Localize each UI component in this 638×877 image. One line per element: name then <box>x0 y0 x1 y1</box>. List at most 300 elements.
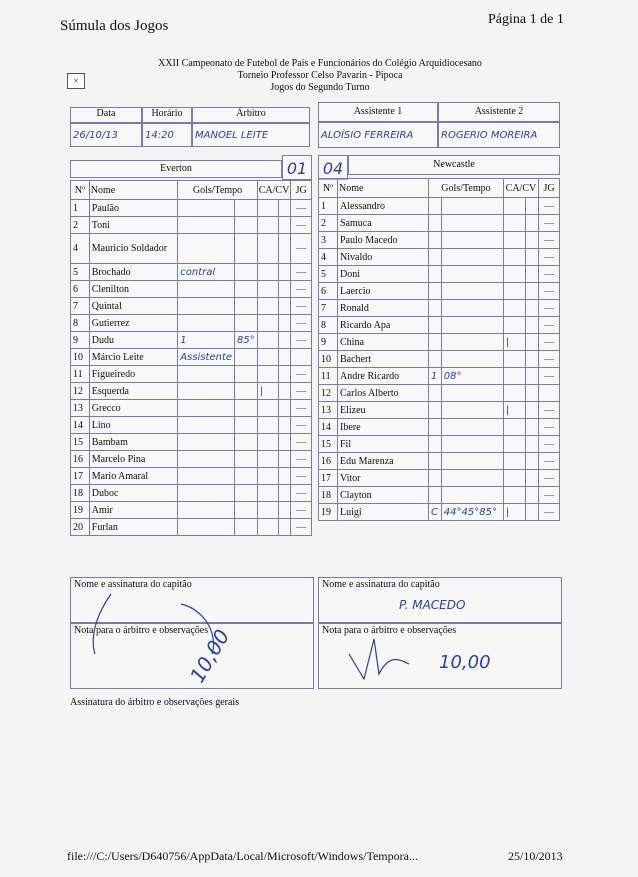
player-card-red <box>278 451 291 468</box>
player-name: Toni <box>89 217 178 234</box>
away-team-name: Newcastle <box>348 155 560 175</box>
player-number: 17 <box>71 468 90 485</box>
player-goal-time <box>235 519 258 536</box>
player-number: 9 <box>319 334 338 351</box>
col-nome: Nome <box>89 181 178 200</box>
player-row <box>319 317 560 334</box>
player-played <box>539 385 560 402</box>
player-row <box>319 334 560 351</box>
player-name: Ricardo Apa <box>338 317 429 334</box>
player-goals <box>178 468 235 485</box>
player-number: 7 <box>71 298 90 315</box>
player-card-red <box>525 436 538 453</box>
signature-scribble-icon <box>339 634 419 684</box>
player-number: 14 <box>319 419 338 436</box>
player-card <box>503 419 525 436</box>
player-card-red <box>278 417 291 434</box>
player-name: Grecco <box>89 400 178 417</box>
player-name: Paulão <box>89 200 178 217</box>
player-card <box>503 232 525 249</box>
player-number: 1 <box>71 200 90 217</box>
player-name: Ibere <box>338 419 429 436</box>
player-row <box>71 485 312 502</box>
home-team-name: Everton <box>70 160 282 178</box>
player-number: 11 <box>319 368 338 385</box>
horario-value: 14:20 <box>142 123 192 147</box>
player-played: — <box>539 402 560 419</box>
player-number: 9 <box>71 332 90 349</box>
player-goal-time <box>441 300 503 317</box>
player-goals: 1 <box>178 332 235 349</box>
col-cacv: CA/CV <box>257 181 291 200</box>
player-played: — <box>539 504 560 521</box>
player-number: 5 <box>71 264 90 281</box>
player-card-red <box>278 332 291 349</box>
player-played: — <box>539 266 560 283</box>
player-row <box>71 315 312 332</box>
player-number: 17 <box>319 470 338 487</box>
player-name: Furlan <box>89 519 178 536</box>
player-card-red <box>525 215 538 232</box>
player-goal-time <box>441 334 503 351</box>
player-name: Fil <box>338 436 429 453</box>
player-name: Gutierrez <box>89 315 178 332</box>
player-name: Elizeu <box>338 402 429 419</box>
player-card <box>257 502 278 519</box>
player-row <box>319 436 560 453</box>
player-played: — <box>291 468 312 485</box>
player-row <box>319 504 560 521</box>
player-goal-time <box>235 366 258 383</box>
player-number: 2 <box>71 217 90 234</box>
player-goal-time <box>235 298 258 315</box>
player-card <box>503 215 525 232</box>
player-goal-time <box>441 470 503 487</box>
player-card-red <box>525 334 538 351</box>
col-nome: Nome <box>338 179 429 198</box>
player-card: | <box>503 504 525 521</box>
assist1-label: Assistente 1 <box>318 102 438 122</box>
player-number: 14 <box>71 417 90 434</box>
player-played: — <box>539 232 560 249</box>
player-row <box>319 198 560 215</box>
player-number: 19 <box>71 502 90 519</box>
horario-label: Horário <box>142 107 192 123</box>
player-goals <box>178 298 235 315</box>
player-goals <box>178 366 235 383</box>
player-row <box>319 215 560 232</box>
player-row <box>319 402 560 419</box>
player-number: 2 <box>319 215 338 232</box>
player-name: Amir <box>89 502 178 519</box>
player-goals <box>178 281 235 298</box>
player-goals: Assistente <box>178 349 235 366</box>
player-number: 5 <box>319 266 338 283</box>
player-goals <box>429 266 442 283</box>
player-played: — <box>539 300 560 317</box>
player-card <box>503 385 525 402</box>
page-number: Página 1 de 1 <box>488 12 564 27</box>
player-name: Samuca <box>338 215 429 232</box>
away-note-value: 10,00 <box>439 652 491 673</box>
player-card-red <box>525 402 538 419</box>
player-goals <box>429 470 442 487</box>
player-played: — <box>291 264 312 281</box>
player-card-red <box>278 315 291 332</box>
player-goal-time: 08° <box>441 368 503 385</box>
col-n: Nº <box>319 179 338 198</box>
player-name: Márcio Leite <box>89 349 178 366</box>
player-goal-time <box>235 383 258 400</box>
player-goal-time <box>441 351 503 368</box>
championship-header <box>120 58 520 94</box>
player-name: Lino <box>89 417 178 434</box>
player-name: Ronald <box>338 300 429 317</box>
player-row <box>319 368 560 385</box>
player-card <box>503 368 525 385</box>
player-row <box>319 487 560 504</box>
player-name: Dudu <box>89 332 178 349</box>
player-name: Vitor <box>338 470 429 487</box>
player-played: — <box>539 436 560 453</box>
player-played: — <box>539 334 560 351</box>
player-card-red <box>278 264 291 281</box>
player-row <box>319 232 560 249</box>
player-card <box>257 332 278 349</box>
player-number: 4 <box>319 249 338 266</box>
player-name: Duboc <box>89 485 178 502</box>
player-number: 20 <box>71 519 90 536</box>
player-name: Figueiredo <box>89 366 178 383</box>
player-played: — <box>291 315 312 332</box>
player-row <box>71 417 312 434</box>
player-name: Andre Ricardo <box>338 368 429 385</box>
player-row <box>71 502 312 519</box>
player-number: 7 <box>319 300 338 317</box>
player-name: Mario Amaral <box>89 468 178 485</box>
player-played: — <box>539 283 560 300</box>
player-card <box>257 315 278 332</box>
player-goal-time <box>235 217 258 234</box>
player-row <box>71 366 312 383</box>
player-goal-time <box>441 232 503 249</box>
player-goals <box>178 200 235 217</box>
player-goals <box>429 198 442 215</box>
player-card <box>503 453 525 470</box>
player-goal-time <box>235 264 258 281</box>
col-gols: Gols/Tempo <box>178 181 257 200</box>
player-played: — <box>539 215 560 232</box>
player-name: Bambam <box>89 434 178 451</box>
player-card <box>257 485 278 502</box>
player-goal-time <box>235 502 258 519</box>
player-card-red <box>278 485 291 502</box>
player-name: Clayton <box>338 487 429 504</box>
player-card <box>503 266 525 283</box>
player-played: — <box>291 217 312 234</box>
away-captain-box <box>318 577 562 623</box>
player-number: 19 <box>319 504 338 521</box>
player-card-red <box>525 368 538 385</box>
away-players-table <box>318 178 560 521</box>
player-row <box>71 217 312 234</box>
player-played: — <box>539 249 560 266</box>
player-card-red <box>525 198 538 215</box>
player-goal-time <box>235 434 258 451</box>
player-row <box>71 234 312 264</box>
player-card <box>257 451 278 468</box>
col-n: Nº <box>71 181 90 200</box>
player-number: 10 <box>319 351 338 368</box>
player-row <box>319 385 560 402</box>
page-title: Súmula dos Jogos <box>60 18 169 34</box>
player-number: 3 <box>319 232 338 249</box>
player-card <box>503 436 525 453</box>
player-played: — <box>291 298 312 315</box>
player-number: 13 <box>319 402 338 419</box>
home-note-value: 10,00 <box>184 625 235 687</box>
player-card-red <box>525 487 538 504</box>
player-played: — <box>539 419 560 436</box>
arbitro-label: Árbitro <box>192 107 310 123</box>
player-card-red <box>525 351 538 368</box>
player-goal-time <box>441 436 503 453</box>
col-cacv: CA/CV <box>503 179 538 198</box>
player-goals <box>178 485 235 502</box>
player-name: Carlos Alberto <box>338 385 429 402</box>
player-card <box>503 198 525 215</box>
player-name: Laercio <box>338 283 429 300</box>
player-number: 15 <box>71 434 90 451</box>
player-row <box>71 519 312 536</box>
player-row <box>319 300 560 317</box>
player-played: — <box>291 383 312 400</box>
col-jg: JG <box>291 181 312 200</box>
data-value: 26/10/13 <box>70 123 142 147</box>
player-card <box>503 470 525 487</box>
player-goal-time <box>235 281 258 298</box>
player-goals <box>429 215 442 232</box>
player-goals <box>429 351 442 368</box>
player-goal-time <box>235 200 258 217</box>
player-number: 6 <box>319 283 338 300</box>
player-row <box>319 470 560 487</box>
home-notes-label: Nota para o árbitro e observações <box>74 625 209 636</box>
player-card-red <box>525 249 538 266</box>
player-name: Clenilton <box>89 281 178 298</box>
player-goals <box>178 400 235 417</box>
player-goal-time <box>235 315 258 332</box>
away-score: 04 <box>318 155 348 180</box>
player-goals <box>178 234 235 264</box>
player-row <box>319 266 560 283</box>
player-played: — <box>291 502 312 519</box>
player-goal-time <box>441 249 503 266</box>
player-played: — <box>291 519 312 536</box>
player-goal-time <box>441 215 503 232</box>
home-players-table <box>70 180 312 536</box>
player-card <box>257 217 278 234</box>
print-date: 25/10/2013 <box>508 849 563 863</box>
player-goal-time <box>235 417 258 434</box>
player-card <box>257 519 278 536</box>
player-played: — <box>539 317 560 334</box>
player-goal-time <box>235 349 258 366</box>
file-path: file:///C:/Users/D640756/AppData/Local/Microsoft/Windows/Tempora... <box>67 849 418 863</box>
player-number: 16 <box>71 451 90 468</box>
player-number: 11 <box>71 366 90 383</box>
player-row <box>71 281 312 298</box>
player-number: 1 <box>319 198 338 215</box>
player-card-red <box>278 349 291 366</box>
player-goals <box>178 315 235 332</box>
player-goals <box>429 419 442 436</box>
player-card <box>503 283 525 300</box>
player-card-red <box>278 298 291 315</box>
player-played: — <box>539 487 560 504</box>
player-row <box>71 383 312 400</box>
player-goals <box>429 232 442 249</box>
assist2-label: Assistente 2 <box>438 102 560 122</box>
player-card-red <box>525 470 538 487</box>
player-goal-time: 85° <box>235 332 258 349</box>
player-goals <box>429 317 442 334</box>
away-notes-box <box>318 623 562 689</box>
player-goals <box>429 487 442 504</box>
player-card-red <box>278 502 291 519</box>
player-goals <box>429 249 442 266</box>
home-captain-label: Nome e assinatura do capitão <box>74 579 192 590</box>
player-card-red <box>525 419 538 436</box>
away-captain-value: P. MACEDO <box>399 598 466 612</box>
player-card-red <box>525 504 538 521</box>
data-label: Data <box>70 107 142 123</box>
player-card-red <box>525 300 538 317</box>
referee-general-notes-label: Assinatura do árbitro e observações gerais <box>70 697 240 708</box>
player-name: Luigi <box>338 504 429 521</box>
player-goals: contral <box>178 264 235 281</box>
player-card <box>257 264 278 281</box>
player-row <box>71 451 312 468</box>
player-played: — <box>291 332 312 349</box>
player-played: — <box>291 434 312 451</box>
player-goals <box>178 417 235 434</box>
player-card <box>503 487 525 504</box>
player-card <box>257 234 278 264</box>
player-goal-time <box>441 266 503 283</box>
player-card <box>257 434 278 451</box>
away-notes-label: Nota para o árbitro e observações <box>322 625 457 636</box>
player-played: — <box>291 417 312 434</box>
player-goal-time <box>441 453 503 470</box>
player-row <box>71 434 312 451</box>
player-card-red <box>525 385 538 402</box>
player-played: — <box>291 485 312 502</box>
player-card-red <box>278 234 291 264</box>
player-played: — <box>539 198 560 215</box>
player-goal-time <box>235 468 258 485</box>
player-card-red <box>525 317 538 334</box>
player-played: — <box>291 400 312 417</box>
player-card <box>257 400 278 417</box>
player-number: 15 <box>319 436 338 453</box>
player-goal-time <box>235 485 258 502</box>
player-name: Paulo Macedo <box>338 232 429 249</box>
player-goals: 1 <box>429 368 442 385</box>
player-played: — <box>291 281 312 298</box>
player-name: Nivaldo <box>338 249 429 266</box>
player-goals <box>429 283 442 300</box>
player-card <box>257 417 278 434</box>
player-goals: C <box>429 504 442 521</box>
player-row <box>71 200 312 217</box>
player-card-red <box>278 400 291 417</box>
arbitro-value: MANOEL LEITE <box>192 123 310 147</box>
player-name: Doni <box>338 266 429 283</box>
player-number: 4 <box>71 234 90 264</box>
home-score: 01 <box>282 155 312 180</box>
player-played: — <box>539 351 560 368</box>
player-played: — <box>291 451 312 468</box>
player-name: Brochado <box>89 264 178 281</box>
player-row <box>71 264 312 281</box>
championship-title: XXII Campeonato de Futebol de Pais e Funcionários do Colégio Arquidiocesano <box>158 58 482 69</box>
player-played <box>291 349 312 366</box>
player-number: 16 <box>319 453 338 470</box>
player-number: 10 <box>71 349 90 366</box>
player-goal-time <box>441 198 503 215</box>
player-card-red <box>525 266 538 283</box>
signature-scribble-icon <box>71 584 311 654</box>
player-number: 12 <box>319 385 338 402</box>
player-goal-time <box>441 283 503 300</box>
player-row <box>71 298 312 315</box>
player-goal-time <box>441 402 503 419</box>
player-card <box>257 298 278 315</box>
player-goals <box>178 519 235 536</box>
player-card <box>257 349 278 366</box>
player-number: 8 <box>319 317 338 334</box>
player-goals <box>178 451 235 468</box>
player-card-red <box>278 519 291 536</box>
player-number: 6 <box>71 281 90 298</box>
player-goals <box>429 436 442 453</box>
player-number: 12 <box>71 383 90 400</box>
player-name: Alessandro <box>338 198 429 215</box>
player-goals <box>178 502 235 519</box>
player-row <box>71 400 312 417</box>
player-card-red <box>525 283 538 300</box>
player-card <box>257 281 278 298</box>
player-card-red <box>525 453 538 470</box>
tournament-title: Torneio Professor Celso Pavarin - Pipoca <box>237 70 403 81</box>
player-played: — <box>291 366 312 383</box>
player-card: | <box>257 383 278 400</box>
player-goal-time <box>441 419 503 436</box>
player-row <box>319 249 560 266</box>
player-card-red <box>278 200 291 217</box>
player-goals <box>429 300 442 317</box>
player-goals <box>178 217 235 234</box>
assist1-value: ALOÍSIO FERREIRA <box>318 122 438 148</box>
player-card-red <box>278 217 291 234</box>
player-goals <box>429 453 442 470</box>
col-gols: Gols/Tempo <box>429 179 504 198</box>
home-notes-box <box>70 623 314 689</box>
player-played: — <box>291 200 312 217</box>
close-checkbox-icon[interactable]: × <box>67 73 85 89</box>
player-row <box>319 351 560 368</box>
